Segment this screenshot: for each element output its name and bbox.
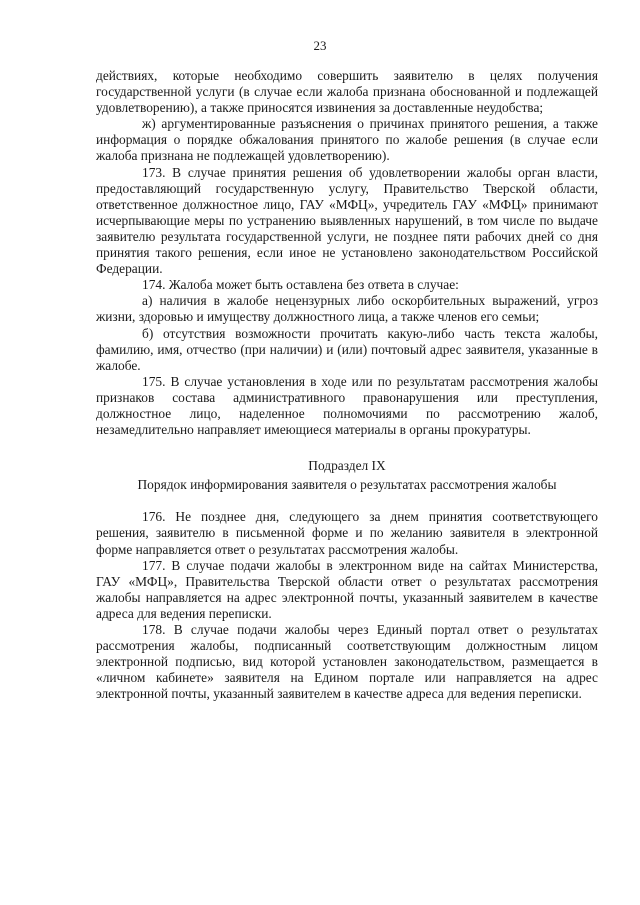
paragraph-continuation: действиях, которые необходимо совершить заявителю в целях получения государственной услуги (в случае если жалоба признана обоснованной и подлежащей удовлетворению), а также приносятся извинения за доставленные неудобства; xyxy=(96,68,598,116)
paragraph-item-a: а) наличия в жалобе нецензурных либо оскорбительных выражений, угроз жизни, здоровью и имуществу должностного лица, а также членов его семьи; xyxy=(96,293,598,325)
paragraph-178: 178. В случае подачи жалобы через Единый портал ответ о результатах рассмотрения жалобы, подписанный соответствующим должностным лицом электронной подписью, вид которой установлен законодательством, размещается в «личном кабинете» заявителя на Едином портале или направляется на адрес электронной почты, указанный заявителем в качестве адреса для ведения переписки. xyxy=(96,622,598,702)
paragraph-175: 175. В случае установления в ходе или по результатам рассмотрения жалобы признаков состава административного правонарушения или преступления, должностное лицо, наделенное полномочиями по рассмотрению жалоб, незамедлительно направляет имеющиеся материалы в органы прокуратуры. xyxy=(96,373,598,438)
subsection-title: Порядок информирования заявителя о результатах рассмотрения жалобы xyxy=(137,477,557,493)
paragraph-176: 176. Не позднее дня, следующего за днем принятия соответствующего решения, заявителю в письменной форме и по желанию заявителя в электронной форме направляется ответ о результатах рассмотрения жалобы. xyxy=(96,509,598,557)
paragraph-item-zh: ж) аргументированные разъяснения о причинах принятого решения, а также информация о порядке обжалования принятого по жалобе решения (в случае если жалоба признана не подлежащей удовлетворению). xyxy=(96,116,598,164)
paragraph-173: 173. В случае принятия решения об удовлетворении жалобы орган власти, предоставляющий государственную услугу, Правительство Тверской области, ответственное должностное лицо, ГАУ «МФЦ», учредитель ГАУ «МФЦ» принимают исчерпывающие меры по устранению выявленных нарушений, в том числе по выдаче заявителю результата государственной услуги, не позднее пяти рабочих дней со дня принятия такого решения, если иное не установлено законодательством Российской Федерации. xyxy=(96,164,598,277)
page-number: 23 xyxy=(313,38,327,53)
paragraph-177: 177. В случае подачи жалобы в электронном виде на сайтах Министерства, ГАУ «МФЦ», Правительства Тверской области ответ о результатах рассмотрения жалобы направляется на адрес электронной почты, указанный заявителем в качестве адреса для ведения переписки. xyxy=(96,557,598,621)
paragraph-item-b: б) отсутствия возможности прочитать какую-либо часть текста жалобы, фамилию, имя, отчество (при наличии) и (или) почтовый адрес заявителя, указанные в жалобе. xyxy=(96,325,598,373)
document-body xyxy=(96,68,598,702)
subsection-label: Подраздел IX xyxy=(308,458,386,474)
section-heading xyxy=(96,458,598,493)
paragraph-174: 174. Жалоба может быть оставлена без ответа в случае: xyxy=(142,277,459,293)
